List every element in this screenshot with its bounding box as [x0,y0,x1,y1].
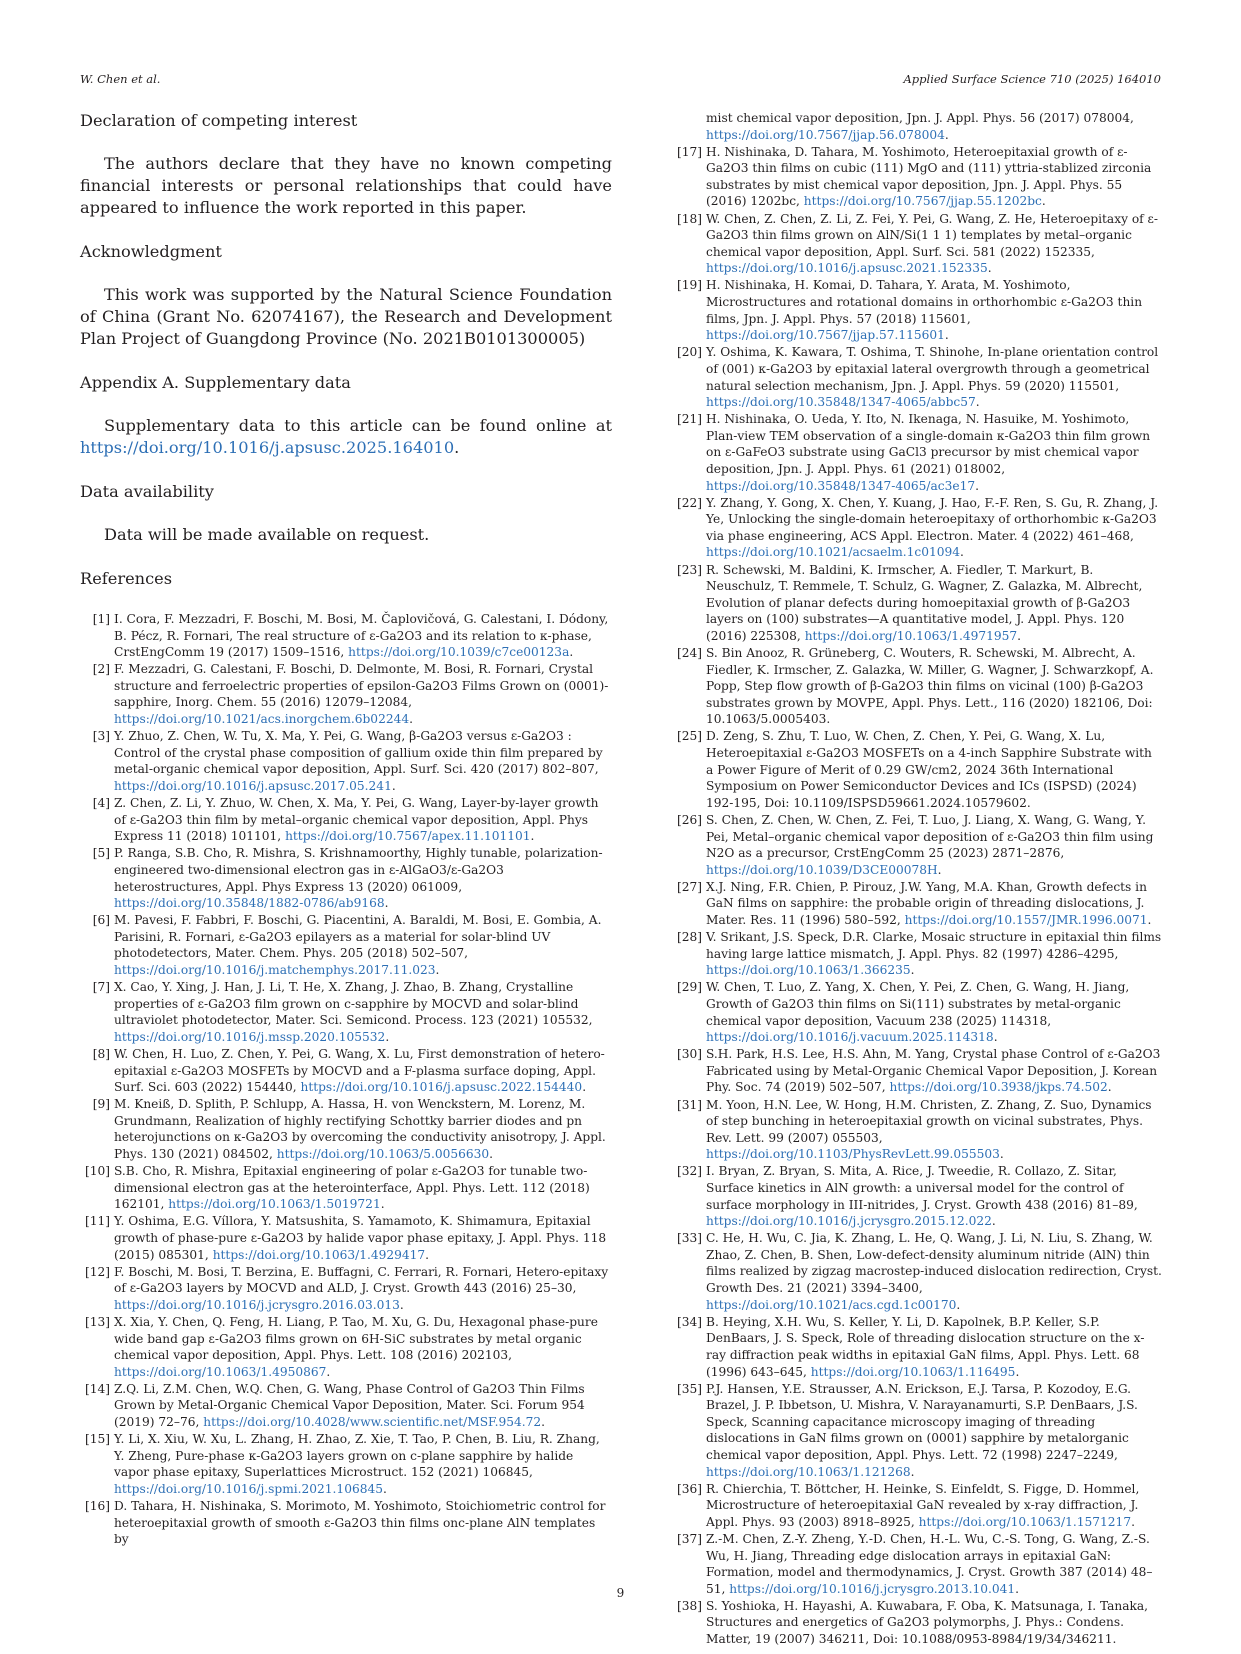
reference-citation: W. Chen, Z. Chen, Z. Li, Z. Fei, Y. Pei, G. Wang, Z. He, Heteroepitaxy of ε-Ga2O3 thin films grown on AlN/Si(1 1 1) templates by metal–organic chemical vapor deposition, Appl. Surf. Sci. 581 (2022) 152335, [706,211,1158,259]
reference-doi-link[interactable]: https://doi.org/10.35848/1347-4065/abbc57 [706,395,976,410]
reference-item [672,979,1162,1045]
reference-doi-link[interactable]: https://doi.org/10.1557/JMR.1996.0071 [904,913,1148,927]
reference-citation: P.J. Hansen, Y.E. Strausser, A.N. Erickson, E.J. Tarsa, P. Kozodoy, E.G. Brazel, J. P. Ibbetson, U. Mishra, V. Narayanamurti, S.P. DenBaars, J.S. Speck, Scanning capacitance microscopy imaging of threading dislocations in GaN films grown on (0001) sapphire by metalorganic chemical vapor deposition, Appl. Phys. Lett. 72 (1998) 2247–2249, [706,1381,1138,1462]
reference-number: [18] [676,211,702,226]
reference-text [114,661,612,727]
reference-text [114,728,612,794]
reference-item [80,1431,612,1497]
reference-text [114,912,612,978]
reference-doi-link[interactable]: https://doi.org/10.7567/jjap.56.078004 [706,127,945,142]
reference-citation: H. Nishinaka, D. Tahara, M. Yoshimoto, Heteroepitaxial growth of ε-Ga2O3 thin films on cubic (111) MgO and (111) yttria-stablized zirconia substrates by mist chemical vapor deposition, Jpn. J. Appl. Phys. 55 (2016) 1202bc, [706,144,1152,209]
section-body-competing-interest: The authors declare that they have no known competing financial interests or personal relationships that could have appeared to influence the work reported in this paper. [80,154,612,217]
reference-item [80,979,612,1045]
section-body-acknowledgment: This work was supported by the Natural Science Foundation of China (Grant No. 62074167), the Research and Development Plan Project of Guangdong Province (No. 2021B0101300005) [80,285,612,348]
reference-item [80,611,612,661]
reference-text [706,645,1162,728]
reference-item [672,1381,1162,1481]
reference-doi-link[interactable]: https://doi.org/10.1063/1.121268 [706,1464,911,1479]
reference-number: [19] [676,278,702,293]
appendix-end: . [454,438,460,457]
reference-doi-link[interactable]: https://doi.org/10.1021/acs.inorgchem.6b02244 [114,712,410,727]
reference-doi-link[interactable]: https://doi.org/10.1016/j.apsusc.2021.152335 [706,261,988,276]
reference-citation: H. Nishinaka, O. Ueda, Y. Ito, N. Ikenaga, N. Hasuike, M. Yoshimoto, Plan-view TEM observation of a single-domain κ-Ga2O3 thin film grown on ε-GaFeO3 substrate using GaCl3 precursor by mist chemical vapor deposition, Jpn. J. Appl. Phys. 61 (2021) 018002, [706,412,1151,476]
reference-doi-link[interactable]: https://doi.org/10.1063/1.366235 [706,963,911,978]
reference-number: [5] [92,846,110,861]
supplementary-data-link[interactable]: https://doi.org/10.1016/j.apsusc.2025.164010 [80,438,455,457]
reference-number: [26] [676,812,702,827]
reference-item [672,562,1162,645]
reference-citation: W. Chen, H. Luo, Z. Chen, Y. Pei, G. Wang, X. Lu, First demonstration of hetero-epitaxial ε-Ga2O3 MOSFETs by MOCVD and a F-plasma surface doping, Appl. Surf. Sci. 603 (2022) 154440, [114,1046,605,1095]
reference-item [672,110,1162,143]
reference-number: [4] [92,796,110,811]
reference-item [672,411,1162,494]
reference-end: . [326,1364,331,1379]
reference-number: [33] [676,1231,702,1246]
running-header-authors: W. Chen et al. [80,72,161,86]
reference-text [706,1163,1162,1229]
reference-end: . [910,1464,915,1479]
reference-number: [36] [676,1481,702,1496]
reference-citation: B. Heying, X.H. Wu, S. Keller, Y. Li, D. Kapolnek, B.P. Keller, S.P. DenBaars, J. S. Speck, Role of threading dislocation structure on the x-ray diffraction peak widths in epitaxial GaN films, Appl. Phys. Lett. 68 (1996) 643–645, [706,1314,1145,1379]
reference-citation: S. Yoshioka, H. Hayashi, A. Kuwabara, F. Oba, K. Matsunaga, I. Tanaka, Structures and energetics of Ga2O3 polymorphs, J. Phys.: Condens. Matter, 19 (2007) 346211, Doi: 10.1088/0953-8984/19/34/346211. [706,1598,1149,1647]
reference-text [114,1498,612,1548]
reference-end: . [409,712,413,727]
reference-item [80,845,612,911]
reference-number: [38] [676,1598,702,1613]
reference-end: . [1017,628,1021,643]
reference-end: . [569,645,574,660]
reference-end: . [1131,1514,1135,1529]
reference-citation: F. Boschi, M. Bosi, T. Berzina, E. Buffagni, C. Ferrari, R. Fornari, Hetero-epitaxy of ε-Ga2O3 layers by MOCVD and ALD, J. Cryst. Growth 443 (2016) 25–30, [114,1264,609,1296]
section-title-acknowledgment: Acknowledgment [80,242,222,261]
reference-doi-link[interactable]: https://doi.org/10.1039/D3CE00078H [706,862,938,877]
appendix-text: Supplementary data to this article can be found online at [104,416,612,435]
reference-citation: R. Schewski, M. Baldini, K. Irmscher, A. Fiedler, T. Markurt, B. Neuschulz, T. Remmele, T. Schulz, G. Wagner, Z. Galazka, M. Albrecht, Evolution of planar defects during homoepitaxial growth of β-Ga2O3 layers on (100) substrates—A quantitative model, J. Appl. Phys. 120 (2016) 225308, [706,562,1143,643]
reference-text [706,929,1162,979]
reference-doi-link[interactable]: https://doi.org/10.1016/j.apsusc.2022.154440 [300,1080,583,1095]
reference-end: . [937,862,942,877]
reference-citation: Y. Zhuo, Z. Chen, W. Tu, X. Ma, Y. Pei, G. Wang, β-Ga2O3 versus ε-Ga2O3 : Control of the crystal phase composition of gallium oxide thin film prepared by metal-organic chemical vapor deposition, Appl. Surf. Sci. 420 (2017) 802–807, [114,729,603,777]
reference-item [672,1097,1162,1163]
reference-item [672,1230,1162,1313]
reference-doi-link[interactable]: https://doi.org/10.1016/j.apsusc.2017.05.241 [114,778,392,793]
reference-number: [30] [676,1047,702,1062]
reference-number: [15] [84,1432,110,1447]
reference-citation: Y. Li, X. Xiu, W. Xu, L. Zhang, H. Zhao, Z. Xie, T. Tao, P. Chen, B. Liu, R. Zhang, Y. Zheng, Pure-phase κ-Ga2O3 layers grown on c-plane sapphire by halide vapor phase epitaxy, Superlattices Microstruct. 152 (2021) 106845, [114,1432,600,1480]
reference-text [706,411,1162,494]
reference-number: [9] [92,1097,110,1112]
reference-item [80,1213,612,1263]
reference-doi-link[interactable]: https://doi.org/10.35848/1347-4065/ac3e17 [706,478,976,493]
reference-text [706,211,1162,277]
reference-text [706,1230,1162,1313]
running-header-journal: Applied Surface Science 710 (2025) 164010 [903,72,1161,86]
reference-item [672,728,1162,811]
reference-item [80,912,612,978]
reference-text [706,144,1162,210]
reference-doi-link[interactable]: https://doi.org/10.7567/jjap.55.1202bc [803,194,1042,209]
reference-text [706,1481,1162,1531]
reference-text [114,1096,612,1162]
reference-citation: Z. Chen, Z. Li, Y. Zhuo, W. Chen, X. Ma, Y. Pei, G. Wang, Layer-by-layer growth of ε-Ga2O3 thin film by metal–organic chemical vapor deposition, Appl. Phys Express 11 (2018) 101101, [114,796,599,844]
reference-citation: W. Chen, T. Luo, Z. Yang, X. Chen, Y. Pei, Z. Chen, G. Wang, H. Jiang, Growth of Ga2O3 thin films on Si(111) substrates by metal-organic chemical vapor deposition, Vacuum 238 (2025) 114318, [706,980,1130,1028]
reference-citation: C. He, H. Wu, C. Jia, K. Zhang, L. He, Q. Wang, J. Li, N. Liu, S. Zhang, W. Zhao, Z. Chen, B. Shen, Low-defect-density aluminum nitride (AlN) thin films realized by zigzag macrostep-induced dislocation redirection, Cryst. Growth Des. 21 (2021) 3394–3400, [706,1231,1162,1296]
reference-item [672,277,1162,343]
reference-item [80,728,612,794]
reference-doi-link[interactable]: https://doi.org/10.1063/1.116495 [810,1364,1016,1379]
reference-text [114,1381,612,1431]
reference-citation: V. Srikant, J.S. Speck, D.R. Clarke, Mosaic structure in epitaxial thin films having large lattice mismatch, J. Appl. Phys. 82 (1997) 4286–4295, [706,930,1162,961]
reference-item [672,645,1162,728]
reference-text [706,110,1162,143]
reference-citation: M. Pavesi, F. Fabbri, F. Boschi, G. Piacentini, A. Baraldi, M. Bosi, E. Gombia, A. Parisini, R. Fornari, ε-Ga2O3 epilayers as a material for solar-blind UV photodetectors, Mater. Chem. Phys. 205 (2018) 502–507, [114,913,602,961]
reference-doi-link[interactable]: https://doi.org/10.35848/1882-0786/ab9168 [114,896,385,911]
section-body-data-availability: Data will be made available on request. [104,525,430,544]
reference-text [114,1431,612,1497]
reference-list-left [80,611,612,1548]
reference-doi-link[interactable]: https://doi.org/10.1016/j.mssp.2020.105532 [114,1029,386,1044]
reference-item [672,495,1162,561]
reference-citation: I. Cora, F. Mezzadri, F. Boschi, M. Bosi, M. Čaplovičová, G. Calestani, I. Dódony, B. Pécz, R. Fornari, The real structure of ε-Ga2O3 and its relation to κ-phase, CrstEngComm 19 (2017) 1509–1516, [114,612,609,660]
reference-text [114,1213,612,1263]
reference-end: . [391,778,396,793]
reference-text [114,979,612,1045]
reference-end: . [380,1197,385,1212]
reference-doi-link[interactable]: https://doi.org/10.1016/j.jcrysgro.2016.03.013 [114,1297,400,1312]
reference-doi-link[interactable]: https://doi.org/10.3938/jkps.74.502 [889,1080,1108,1095]
reference-end: . [910,963,915,978]
reference-number: [27] [676,879,702,894]
reference-number: [28] [676,930,702,945]
reference-citation: mist chemical vapor deposition, Jpn. J. Appl. Phys. 56 (2017) 078004, [706,111,1134,125]
section-title-appendix: Appendix A. Supplementary data [80,373,351,392]
reference-text [706,1598,1162,1648]
reference-number: [11] [84,1214,110,1229]
reference-end: . [489,1147,494,1161]
reference-doi-link[interactable]: https://doi.org/10.1016/j.jcrysgro.2015.12.022 [706,1214,992,1229]
reference-item [80,1096,612,1162]
reference-end: . [1107,1080,1112,1095]
reference-citation: Y. Oshima, K. Kawara, T. Oshima, T. Shinohe, In-plane orientation control of (001) κ-Ga2O3 by epitaxial lateral overgrowth through a geometrical natural selection mechanism, Jpn. J. Appl. Phys. 59 (2020) 115501, [706,345,1159,393]
reference-number: [25] [676,729,702,744]
reference-end: . [991,1214,996,1229]
reference-doi-link[interactable]: https://doi.org/10.1039/c7ce00123a [348,645,570,660]
reference-item [80,1498,612,1548]
section-title-competing-interest: Declaration of competing interest [80,111,358,130]
reference-end: . [999,1147,1004,1162]
reference-text [706,812,1162,878]
reference-citation: D. Zeng, S. Zhu, T. Luo, W. Chen, Z. Chen, Y. Pei, G. Wang, X. Lu, Heteroepitaxial ε-Ga2O3 MOSFETs on a 4-inch Sapphire Substrate with a Power Figure of Merit of 0.29 GW/cm2, 2024 36th International Symposium on Power Semiconductor Devices and ICs (ISPSD) (2024) 192-195, Doi: 10.1109/ISPSD59661.2024.10579602. [706,729,1152,810]
reference-text [114,1163,612,1213]
reference-end: . [425,1247,429,1262]
reference-doi-link[interactable]: https://doi.org/10.4028/www.scientific.net/MSF.954.72 [203,1415,542,1429]
reference-number: [29] [676,980,702,995]
reference-item [80,795,612,845]
reference-number: [32] [676,1164,702,1179]
reference-citation: S.B. Cho, R. Mishra, Epitaxial engineering of polar ε-Ga2O3 for tunable two-dimensional electron gas at the heterointerface, Appl. Phys. Lett. 112 (2018) 162101, [114,1164,590,1212]
reference-item [672,344,1162,410]
reference-text [114,611,612,661]
reference-item [80,1163,612,1213]
reference-citation: X. Xia, Y. Chen, Q. Feng, H. Liang, P. Tao, M. Xu, G. Du, Hexagonal phase-pure wide band gap ε-Ga2O3 films grown on 6H-SiC substrates by metal organic chemical vapor deposition, Appl. Phys. Lett. 108 (2016) 202103, [114,1314,598,1363]
reference-doi-link[interactable]: https://doi.org/10.1063/1.5019721 [168,1197,381,1212]
section-title-data-availability: Data availability [80,482,214,501]
reference-number: [22] [676,495,702,510]
reference-end: . [541,1415,546,1429]
reference-item [80,1314,612,1380]
reference-citation: Z.-M. Chen, Z.-Y. Zheng, Y.-D. Chen, H.-L. Wu, C.-S. Tong, G. Wang, Z.-S. Wu, H. Jiang, Threading edge dislocation arrays in epitaxial GaN: Formation, model and thermodynamics, J. Cryst. Growth 387 (2014) 48–51, [706,1531,1153,1596]
reference-text [706,879,1162,929]
reference-number: [35] [676,1381,702,1396]
reference-text [706,277,1162,343]
reference-end: . [385,1029,390,1044]
reference-doi-link[interactable]: https://doi.org/10.7567/jjap.57.115601 [706,328,945,343]
reference-number: [16] [84,1498,110,1513]
reference-end: . [435,962,440,977]
reference-item [672,144,1162,210]
reference-item [80,1381,612,1431]
reference-text [706,728,1162,811]
reference-doi-link[interactable]: https://doi.org/10.1063/5.0056630 [276,1147,490,1161]
reference-number: [24] [676,646,702,660]
right-column [672,110,1162,1648]
reference-citation: S. Bin Anooz, R. Grüneberg, C. Wouters, R. Schewski, M. Albrecht, A. Fiedler, K. Irmscher, Z. Galazka, W. Miller, G. Wagner, J. Schwarzkopf, A. Popp, Step flow growth of β-Ga2O3 thin films on vicinal (100) β-Ga2O3 substrates grown by MOVPE, Appl. Phys. Lett., 116 (2020) 182106, Doi: 10.1063/5.0005403. [706,646,1154,727]
reference-item [80,1264,612,1314]
reference-end: . [956,1297,961,1312]
reference-doi-link[interactable]: https://doi.org/10.1016/j.spmi.2021.106845 [114,1481,383,1496]
reference-citation: M. Kneiß, D. Splith, P. Schlupp, A. Hassa, H. von Wenckstern, M. Lorenz, M. Grundmann, Realization of highly rectifying Schottky barrier diodes and pn heterojunctions on κ-Ga2O3 by overcoming the conductivity anisotropy, J. Appl. Phys. 130 (2021) 084502, [114,1097,606,1161]
reference-doi-link[interactable]: https://doi.org/10.1063/1.4950867 [114,1364,327,1379]
reference-item [672,879,1162,929]
reference-item [80,1046,612,1096]
reference-number: [10] [84,1164,110,1179]
reference-citation: D. Tahara, H. Nishinaka, S. Morimoto, M. Yoshimoto, Stoichiometric control for heteroepitaxial growth of smooth ε-Ga2O3 thin films onc-plane AlN templates by [114,1498,606,1547]
reference-number: [2] [92,662,110,677]
reference-number: [6] [92,913,110,928]
reference-end: . [1015,1581,1020,1596]
reference-item [672,1046,1162,1096]
reference-end: . [944,127,949,142]
reference-end: . [1041,194,1046,209]
reference-end: . [975,395,980,410]
reference-citation: H. Nishinaka, H. Komai, D. Tahara, Y. Arata, M. Yoshimoto, Microstructures and rotational domains in orthorhombic ε-Ga2O3 thin films, Jpn. J. Appl. Phys. 57 (2018) 115601, [706,278,1143,326]
reference-citation: X. Cao, Y. Xing, J. Han, J. Li, T. He, X. Zhang, J. Zhao, B. Zhang, Crystalline properties of ε-Ga2O3 film grown on c-sapphire by MOCVD and solar-blind ultraviolet photodetector, Mater. Sci. Semicond. Process. 123 (2021) 105532, [114,980,593,1028]
reference-item [80,661,612,727]
reference-end: . [382,1481,387,1496]
reference-number: [3] [92,729,110,744]
reference-text [114,1046,612,1096]
reference-number: [21] [676,412,702,427]
reference-number: [31] [676,1097,702,1112]
reference-doi-link[interactable]: https://doi.org/10.1021/acsaelm.1c01094 [706,545,961,560]
reference-item [672,1481,1162,1531]
reference-doi-link[interactable]: https://doi.org/10.1016/j.matchemphys.2017.11.023 [114,962,436,977]
reference-number: [34] [676,1314,702,1329]
reference-end: . [582,1080,587,1095]
reference-number: [17] [676,144,702,159]
reference-citation: F. Mezzadri, G. Calestani, F. Boschi, D. Delmonte, M. Bosi, R. Fornari, Crystal structure and ferroelectric properties of epsilon-Ga2O3 Films Grown on (0001)-sapphire, Inorg. Chem. 55 (2016) 12079–12084, [114,662,609,710]
reference-citation: X.J. Ning, F.R. Chien, P. Pirouz, J.W. Yang, M.A. Khan, Growth defects in GaN films on sapphire: the probable origin of threading dislocations, J. Mater. Res. 11 (1996) 580–592, [706,879,1147,927]
reference-citation: M. Yoon, H.N. Lee, W. Hong, H.M. Christen, Z. Zhang, Z. Suo, Dynamics of step bunching in heteroepitaxial growth on vicinal substrates, Phys. Rev. Lett. 99 (2007) 055503, [706,1097,1152,1145]
section-title-references: References [80,569,173,588]
reference-citation: Y. Oshima, E.G. Víllora, Y. Matsushita, S. Yamamoto, K. Shimamura, Epitaxial growth of phase-pure ε-Ga2O3 by halide vapor phase epitaxy, J. Appl. Phys. 118 (2015) 085301, [114,1214,607,1262]
reference-number: [37] [676,1531,702,1546]
reference-number: [14] [84,1381,110,1396]
reference-text [706,495,1162,561]
reference-end: . [399,1297,404,1312]
reference-end: . [1147,913,1152,927]
reference-end: . [975,478,979,493]
reference-citation: S.H. Park, H.S. Lee, H.S. Ahn, M. Yang, Crystal phase Control of ε-Ga2O3 Fabricated using by Metal-Organic Chemical Vapor Deposition, J. Korean Phy. Soc. 74 (2019) 502–507, [706,1047,1161,1095]
reference-doi-link[interactable]: https://doi.org/10.1063/1.4971957 [804,628,1018,643]
reference-item [672,812,1162,878]
reference-citation: I. Bryan, Z. Bryan, S. Mita, A. Rice, J. Tweedie, R. Collazo, Z. Sitar, Surface kinetics in AlN growth: a universal model for the control of surface morphology in III-nitrides, J. Cryst. Growth 438 (2016) 81–89, [706,1164,1138,1212]
reference-item [672,1314,1162,1380]
reference-end: . [384,896,389,911]
reference-doi-link[interactable]: https://doi.org/10.1016/j.vacuum.2025.114318 [706,1030,994,1045]
reference-text [706,1381,1162,1481]
reference-list-right [672,110,1162,1648]
reference-item [672,1163,1162,1229]
reference-number: [1] [92,612,110,626]
reference-item [672,211,1162,277]
reference-text [706,562,1162,645]
reference-citation: P. Ranga, S.B. Cho, R. Mishra, S. Krishnamoorthy, Highly tunable, polarization-engineered two-dimensional electron gas in ε-AlGaO3/ε-Ga2O3 heterostructures, Appl. Phys Express 13 (2020) 061009, [114,846,603,894]
reference-text [706,979,1162,1045]
reference-number: [8] [92,1046,110,1061]
reference-text [114,795,612,845]
page-header [80,72,1161,92]
reference-end: . [944,328,949,343]
reference-citation: R. Chierchia, T. Böttcher, H. Heinke, S. Einfeldt, S. Figge, D. Hommel, Microstructure of heteroepitaxial GaN revealed by x-ray diffraction, J. Appl. Phys. 93 (2003) 8918–8925, [706,1481,1140,1529]
reference-text [706,1314,1162,1380]
reference-citation: Z.Q. Li, Z.M. Chen, W.Q. Chen, G. Wang, Phase Control of Ga2O3 Thin Films Grown by Metal-Organic Chemical Vapor Deposition, Mater. Sci. Forum 954 (2019) 72–76, [114,1381,585,1429]
reference-item [672,929,1162,979]
reference-end: . [530,829,535,844]
reference-number: [13] [84,1314,110,1329]
left-column [80,110,612,1548]
reference-doi-link[interactable]: https://doi.org/10.7567/apex.11.101101 [285,829,531,844]
reference-end: . [960,545,964,560]
reference-doi-link[interactable]: https://doi.org/10.1016/j.jcrysgro.2013.10.041 [729,1581,1016,1596]
reference-end: . [987,261,992,276]
reference-number: [7] [92,980,110,995]
reference-doi-link[interactable]: https://doi.org/10.1063/1.4929417 [212,1247,426,1262]
reference-doi-link[interactable]: https://doi.org/10.1103/PhysRevLett.99.055503 [706,1147,1000,1162]
page-number: 9 [616,1586,625,1600]
reference-end: . [1015,1364,1020,1379]
reference-text [706,1046,1162,1096]
reference-number: [12] [84,1264,110,1279]
reference-citation: S. Chen, Z. Chen, W. Chen, Z. Fei, T. Luo, J. Liang, X. Wang, G. Wang, Y. Pei, Metal–organic chemical vapor deposition of ε-Ga2O3 thin film using N2O as a precursor, CrstEngComm 25 (2023) 2871–2876, [706,812,1154,861]
reference-text [114,845,612,911]
reference-text [706,344,1162,410]
reference-end: . [993,1030,998,1045]
reference-text [114,1314,612,1380]
section-body-appendix [80,415,612,459]
reference-item [672,1598,1162,1648]
reference-citation: Y. Zhang, Y. Gong, X. Chen, Y. Kuang, J. Hao, F.-F. Ren, S. Gu, R. Zhang, J. Ye, Unlocking the single-domain heteroepitaxy of orthorhombic κ-Ga2O3 via phase engineering, ACS Appl. Electron. Mater. 4 (2022) 461–468, [706,495,1159,543]
reference-doi-link[interactable]: https://doi.org/10.1063/1.1571217 [918,1514,1132,1529]
reference-number: [23] [676,562,702,577]
reference-number: [20] [676,345,702,360]
reference-text [706,1097,1162,1163]
reference-text [114,1264,612,1314]
reference-doi-link[interactable]: https://doi.org/10.1021/acs.cgd.1c00170 [706,1297,957,1312]
